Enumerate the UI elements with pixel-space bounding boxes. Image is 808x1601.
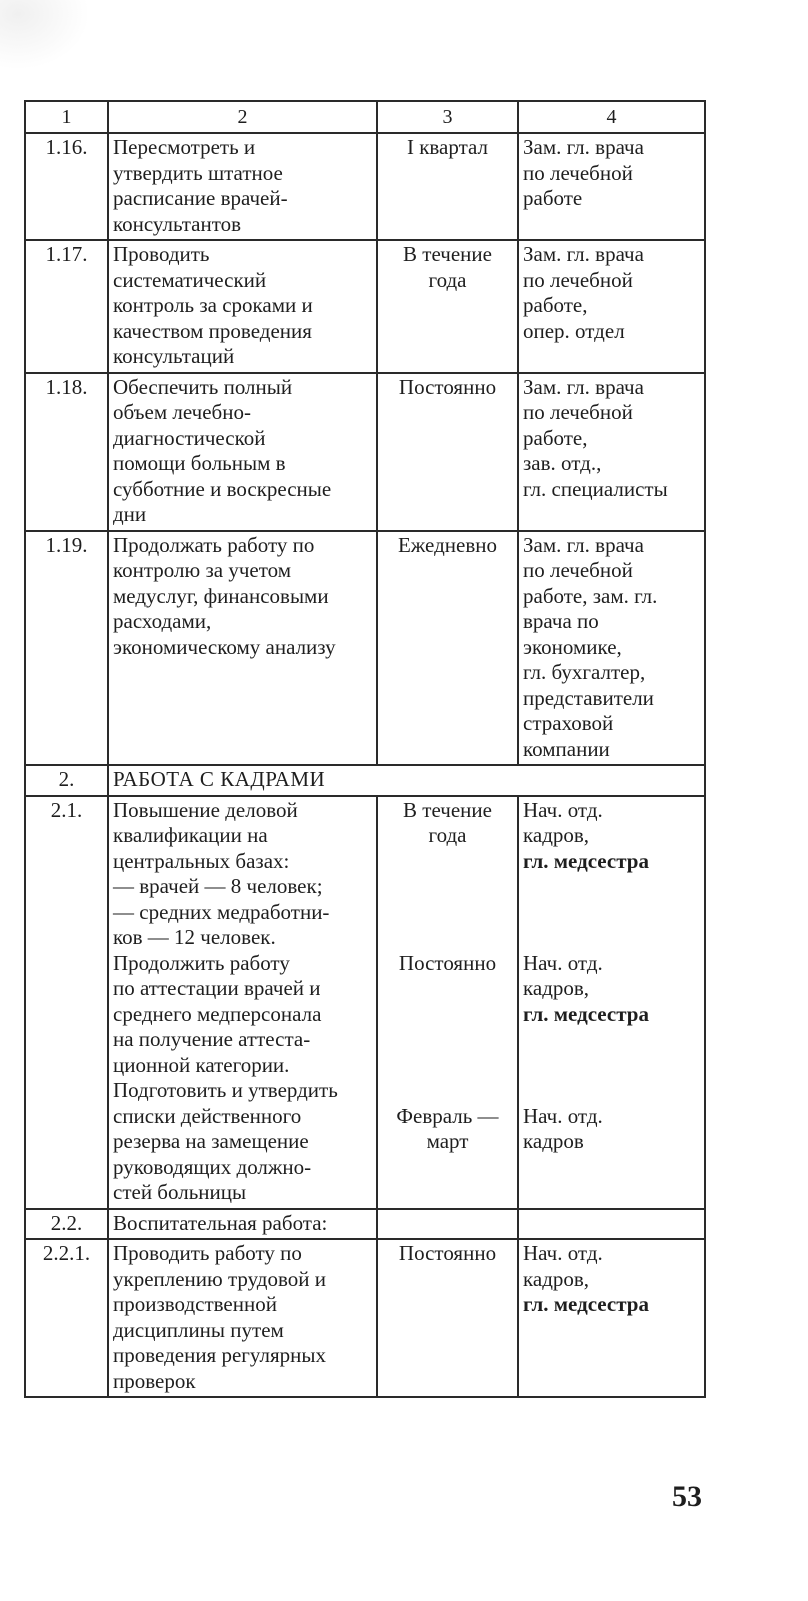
task-line: дисциплины путем: [113, 1317, 284, 1342]
responsible-line: опер. отдел: [523, 318, 625, 343]
task-line: резерва на замещение: [113, 1129, 309, 1153]
task-line: субботние и воскресные: [113, 476, 332, 501]
responsible-line: по лечебной: [523, 558, 633, 582]
responsible-line: кадров,: [523, 1266, 590, 1291]
task-line: Продолжать работу по: [113, 532, 315, 557]
page-number: 53: [672, 1480, 702, 1513]
task-text: [108, 240, 377, 373]
task-line: списки действенного: [113, 1103, 302, 1128]
responsible-line: Зам. гл. врача: [523, 242, 644, 266]
task-text: [108, 796, 377, 1209]
item-number: 2.2.: [25, 1209, 108, 1240]
responsible: [518, 240, 705, 373]
responsible: [518, 1239, 705, 1397]
task-line: контролю за учетом: [113, 558, 291, 582]
item-number: 1.17.: [25, 240, 108, 373]
task-line: утвердить штатное: [113, 160, 283, 185]
item-number: 2.1.: [25, 796, 108, 1209]
task-line: проверок: [113, 1368, 196, 1393]
responsible-block: [523, 951, 701, 1104]
table-row: [25, 240, 705, 373]
task-block: [113, 1078, 373, 1206]
task-line: консультантов: [113, 211, 242, 236]
responsible-line: страховой: [523, 711, 614, 735]
responsible-line: Нач. отд.: [523, 950, 603, 975]
task-line: диагностической: [113, 425, 266, 450]
task-line: Проводить: [113, 242, 210, 266]
task-line: расписание врачей-: [113, 186, 288, 210]
deadline-line: I квартал: [406, 135, 489, 159]
header-col-3: 3: [377, 101, 518, 133]
responsible: [518, 796, 705, 1209]
responsible-line: компании: [523, 736, 610, 761]
responsible-line: врача по: [523, 609, 599, 633]
responsible-block: [523, 1104, 701, 1155]
table-row: [25, 1239, 705, 1397]
deadline: [377, 373, 518, 531]
task-line: расходами,: [113, 609, 212, 633]
responsible-line: гл. медсестра: [523, 1292, 649, 1316]
deadline-line: Постоянно: [398, 1241, 497, 1265]
task-line: систематический: [113, 267, 267, 292]
task-line: ционной категории.: [113, 1052, 290, 1077]
task-line: руководящих должно-: [113, 1154, 312, 1179]
responsible-line: Нач. отд.: [523, 1103, 603, 1128]
task-text: [108, 1239, 377, 1397]
task-line: производственной: [113, 1292, 277, 1316]
deadline: [377, 133, 518, 240]
task-line: качеством проведения: [113, 318, 312, 343]
deadline-block: [380, 951, 515, 1104]
table-row: [25, 796, 705, 1209]
responsible: [518, 373, 705, 531]
deadline: [377, 240, 518, 373]
responsible-line: работе,: [523, 293, 588, 317]
header-row: [25, 101, 705, 133]
task-block: [113, 798, 373, 951]
item-number: 1.19.: [25, 531, 108, 766]
task-line: помощи больным в: [113, 451, 286, 475]
task-line: укреплению трудовой и: [113, 1266, 326, 1291]
responsible-line: Зам. гл. врача: [523, 532, 644, 557]
task-line: Обеспечить полный: [113, 374, 293, 399]
header-col-1: 1: [25, 101, 108, 133]
task-line: объем лечебно-: [113, 400, 251, 424]
task-line: — врачей — 8 человек;: [113, 874, 323, 898]
task-text: [108, 133, 377, 240]
responsible-line: гл. специалисты: [523, 476, 668, 501]
item-number: 2.2.1.: [25, 1239, 108, 1397]
responsible-line: кадров,: [523, 823, 590, 847]
responsible-line: экономике,: [523, 634, 622, 659]
responsible-line: по лечебной: [523, 267, 633, 292]
deadline-line: В течение: [403, 242, 492, 266]
deadline-line: Февраль —: [396, 1103, 499, 1128]
task-line: экономическому анализу: [113, 634, 336, 659]
task-line: контроль за сроками и: [113, 293, 313, 317]
responsible-line: Зам. гл. врача: [523, 135, 644, 159]
deadline-block: [380, 1104, 515, 1155]
responsible-line: по лечебной: [523, 400, 633, 424]
item-number: 1.18.: [25, 373, 108, 531]
deadline-line: года: [428, 823, 467, 847]
section-row: [25, 765, 705, 796]
task-line: Проводить работу по: [113, 1241, 302, 1265]
deadline-line: года: [428, 267, 467, 292]
responsible-line: гл. бухгалтер,: [523, 660, 646, 684]
section-title: РАБОТА С КАДРАМИ: [108, 765, 705, 796]
deadline-block: [380, 798, 515, 951]
task-line: по аттестации врачей и: [113, 976, 321, 1000]
responsible-block: [523, 798, 701, 951]
deadline-line: В течение: [403, 797, 492, 822]
task-block: [113, 951, 373, 1079]
deadline-line: Постоянно: [398, 950, 497, 975]
task-line: консультаций: [113, 344, 235, 368]
task-text: Воспитательная работа:: [108, 1209, 377, 1240]
task-line: дни: [113, 502, 147, 526]
header-col-4: 4: [518, 101, 705, 133]
task-line: стей больницы: [113, 1180, 247, 1204]
deadline-line: март: [426, 1129, 469, 1153]
responsible: [518, 531, 705, 766]
plan-table: [24, 100, 706, 1398]
task-text: [108, 373, 377, 531]
deadline: [377, 1239, 518, 1397]
section-number: 2.: [25, 765, 108, 796]
deadline: [377, 1209, 518, 1240]
task-line: Продолжить работу: [113, 950, 290, 975]
responsible-line: кадров,: [523, 976, 590, 1000]
task-line: на получение аттеста-: [113, 1027, 311, 1051]
table-row: [25, 531, 705, 766]
task-line: центральных базах:: [113, 848, 290, 873]
table-row: [25, 133, 705, 240]
deadline-line: Ежедневно: [397, 532, 497, 557]
task-line: квалификации на: [113, 823, 268, 847]
task-line: проведения регулярных: [113, 1343, 326, 1367]
deadline-line: Постоянно: [398, 374, 497, 399]
header-col-2: 2: [108, 101, 377, 133]
task-line: — средних медработни-: [113, 899, 330, 924]
task-line: Повышение деловой: [113, 797, 298, 822]
responsible: [518, 1209, 705, 1240]
deadline: [377, 796, 518, 1209]
task-line: Подготовить и утвердить: [113, 1078, 338, 1102]
responsible-line: Зам. гл. врача: [523, 374, 644, 399]
responsible-line: представители: [523, 685, 654, 710]
item-number: 1.16.: [25, 133, 108, 240]
responsible-line: работе,: [523, 425, 588, 450]
responsible-line: гл. медсестра: [523, 1001, 649, 1026]
responsible-line: зав. отд.,: [523, 451, 602, 475]
responsible-line: работе, зам. гл.: [523, 583, 658, 608]
table-row: [25, 1209, 705, 1240]
responsible-line: кадров: [523, 1129, 584, 1153]
task-line: Пересмотреть и: [113, 135, 256, 159]
scan-smudge: [0, 0, 90, 70]
task-line: среднего медперсонала: [113, 1001, 322, 1026]
responsible-line: работе: [523, 186, 583, 210]
task-line: медуслуг, финансовыми: [113, 583, 329, 608]
responsible-line: гл. медсестра: [523, 848, 649, 873]
responsible-line: Нач. отд.: [523, 1241, 603, 1265]
task-text: [108, 531, 377, 766]
deadline: [377, 531, 518, 766]
responsible: [518, 133, 705, 240]
responsible-line: по лечебной: [523, 160, 633, 185]
table-row: [25, 373, 705, 531]
responsible-line: Нач. отд.: [523, 797, 603, 822]
task-line: ков — 12 человек.: [113, 925, 276, 949]
